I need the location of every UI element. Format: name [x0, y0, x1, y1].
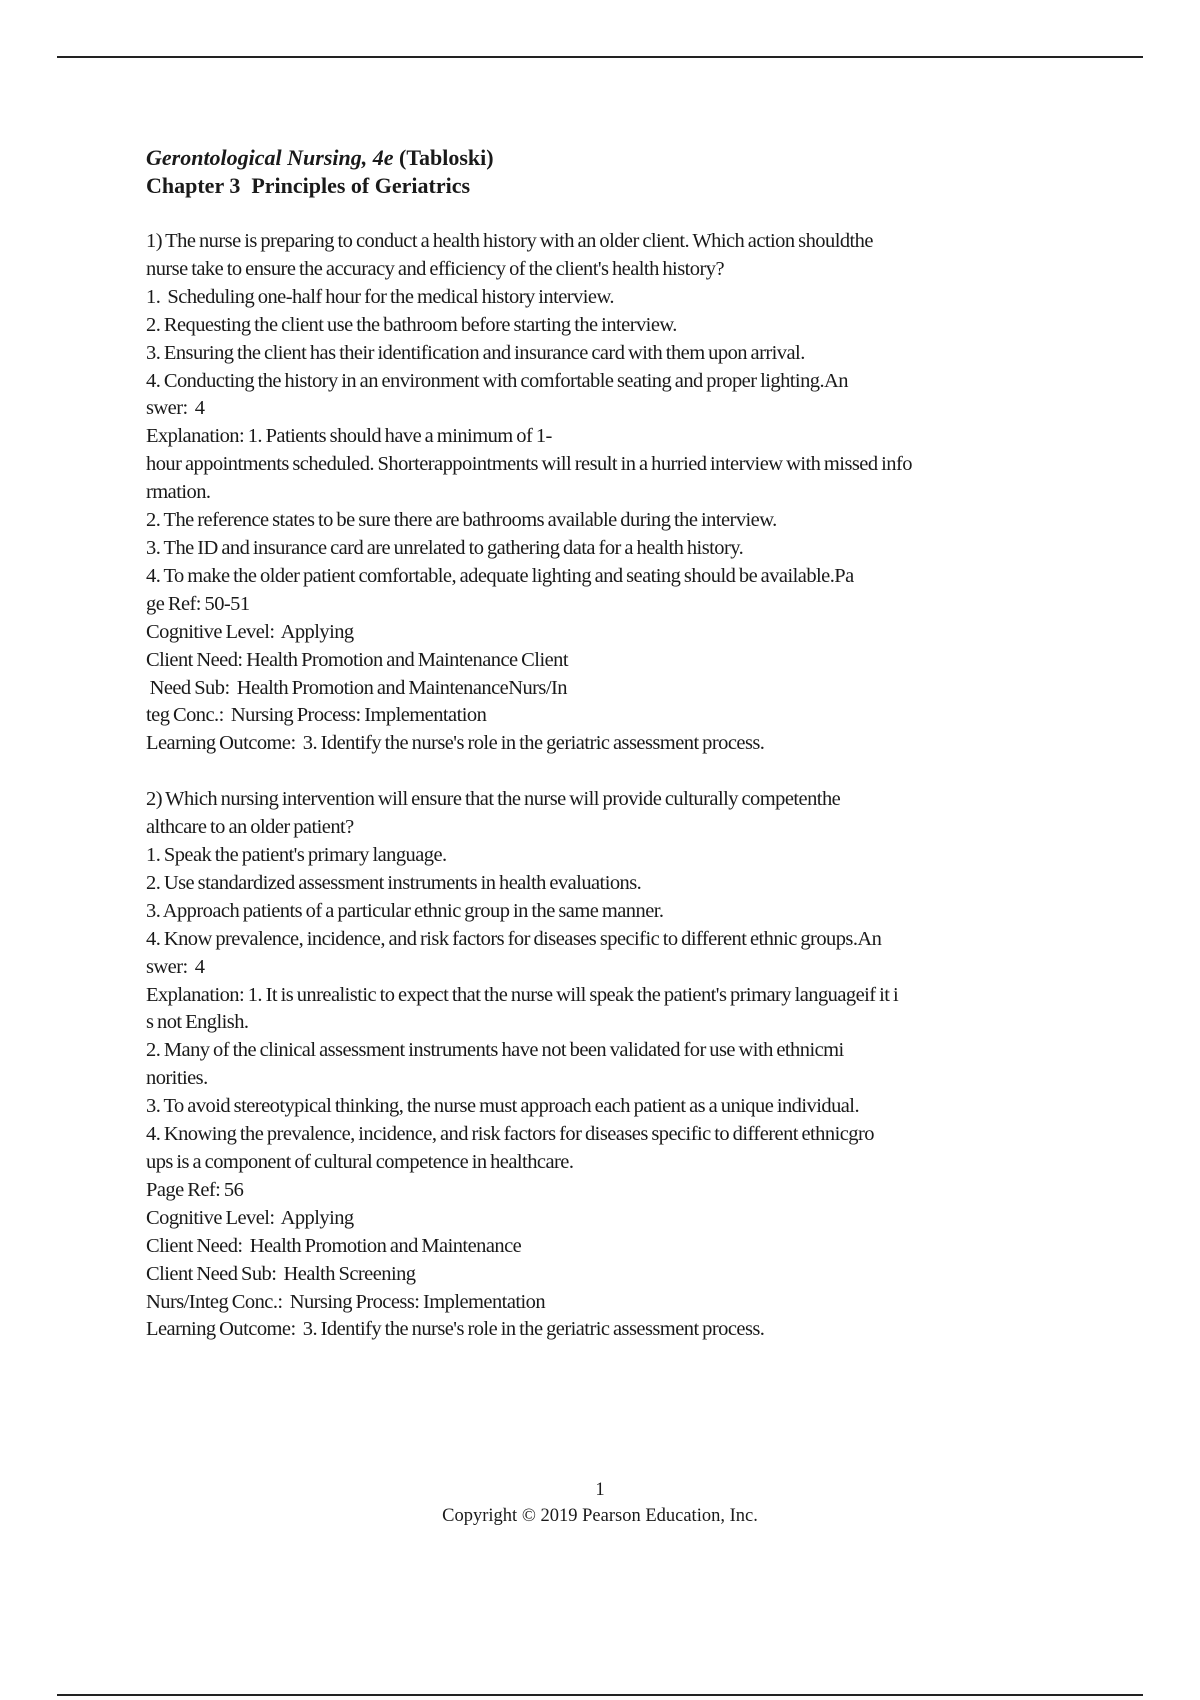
question-line: Client Need Sub: Health Screening	[146, 1262, 416, 1285]
question-line: swer: 4	[146, 397, 205, 420]
question-line: 1. Scheduling one-half hour for the medical history interview.	[146, 285, 614, 308]
question-line: Client Need: Health Promotion and Maintenance	[146, 1234, 522, 1257]
book-title-line	[146, 144, 1106, 172]
question-line: rmation.	[146, 481, 211, 504]
question-line: Page Ref: 56	[146, 1178, 244, 1201]
question-line: Cognitive Level: Applying	[146, 1206, 354, 1229]
question-line: 3. Ensuring the client has their identification and insurance card with them upon arrival.	[146, 341, 805, 364]
question-line: 3. To avoid stereotypical thinking, the nurse must approach each patient as a unique individual.	[146, 1095, 860, 1118]
question-line: 2. The reference states to be sure there are bathrooms available during the interview.	[146, 509, 777, 532]
question-line: 1) The nurse is preparing to conduct a health history with an older client. Which action shouldthe	[146, 230, 873, 252]
question-line: Learning Outcome: 3. Identify the nurse's role in the geriatric assessment process.	[146, 1318, 765, 1341]
question-line: Nurs/Integ Conc.: Nursing Process: Implementation	[146, 1290, 546, 1313]
question-line: 4. Knowing the prevalence, incidence, and risk factors for diseases specific to different ethnicgro	[146, 1123, 874, 1146]
page-number: 1	[595, 1480, 605, 1500]
question-line: hour appointments scheduled. Shorterappointments will result in a hurried interview with missed info	[146, 453, 912, 476]
copyright-notice: Copyright © 2019 Pearson Education, Inc.	[442, 1506, 758, 1526]
bottom-rule	[57, 1694, 1143, 1696]
book-title: Gerontological Nursing, 4e	[146, 145, 394, 170]
question-line: ge Ref: 50-51	[146, 592, 250, 615]
question-line: Cognitive Level: Applying	[146, 620, 354, 643]
book-author: (Tabloski)	[393, 145, 494, 170]
question-list	[146, 228, 1106, 1344]
top-rule	[57, 56, 1143, 58]
question-line: Learning Outcome: 3. Identify the nurse's role in the geriatric assessment process.	[146, 732, 765, 755]
question-line: 2. Many of the clinical assessment instruments have not been validated for use with ethnicmi	[146, 1039, 844, 1062]
question-line: 2) Which nursing intervention will ensure that the nurse will provide culturally competenthe	[146, 788, 841, 811]
question-line: 1. Speak the patient's primary language.	[146, 844, 447, 867]
chapter-title: Chapter 3 Principles of Geriatrics	[146, 173, 471, 198]
question-line: 4. Know prevalence, incidence, and risk factors for diseases specific to different ethnic groups.An	[146, 927, 882, 950]
question-line: Client Need: Health Promotion and Maintenance Client	[146, 648, 568, 671]
question-line: Explanation: 1. It is unrealistic to expect that the nurse will speak the patient's primary languageif it i	[146, 983, 899, 1006]
question-block	[146, 228, 1106, 758]
question-line: 3. Approach patients of a particular ethnic group in the same manner.	[146, 899, 664, 922]
question-line: 3. The ID and insurance card are unrelated to gathering data for a health history.	[146, 536, 744, 559]
question-line: swer: 4	[146, 955, 205, 978]
question-line: althcare to an older patient?	[146, 816, 354, 839]
question-block	[146, 786, 1106, 1344]
question-line: ups is a component of cultural competence in healthcare.	[146, 1151, 574, 1173]
question-line: Explanation: 1. Patients should have a minimum of 1-	[146, 425, 552, 448]
question-line: Need Sub: Health Promotion and MaintenanceNurs/In	[146, 676, 567, 699]
question-line: teg Conc.: Nursing Process: Implementation	[146, 704, 487, 727]
question-line: s not English.	[146, 1011, 249, 1034]
question-line: norities.	[146, 1067, 208, 1090]
question-line: 2. Requesting the client use the bathroom before starting the interview.	[146, 313, 677, 336]
question-line: 4. To make the older patient comfortable, adequate lighting and seating should be available.Pa	[146, 564, 854, 587]
document-page	[146, 144, 1106, 1344]
question-line: 2. Use standardized assessment instruments in health evaluations.	[146, 871, 642, 894]
question-line: 4. Conducting the history in an environment with comfortable seating and proper lighting.An	[146, 369, 848, 392]
question-line: nurse take to ensure the accuracy and efficiency of the client's health history?	[146, 257, 724, 280]
